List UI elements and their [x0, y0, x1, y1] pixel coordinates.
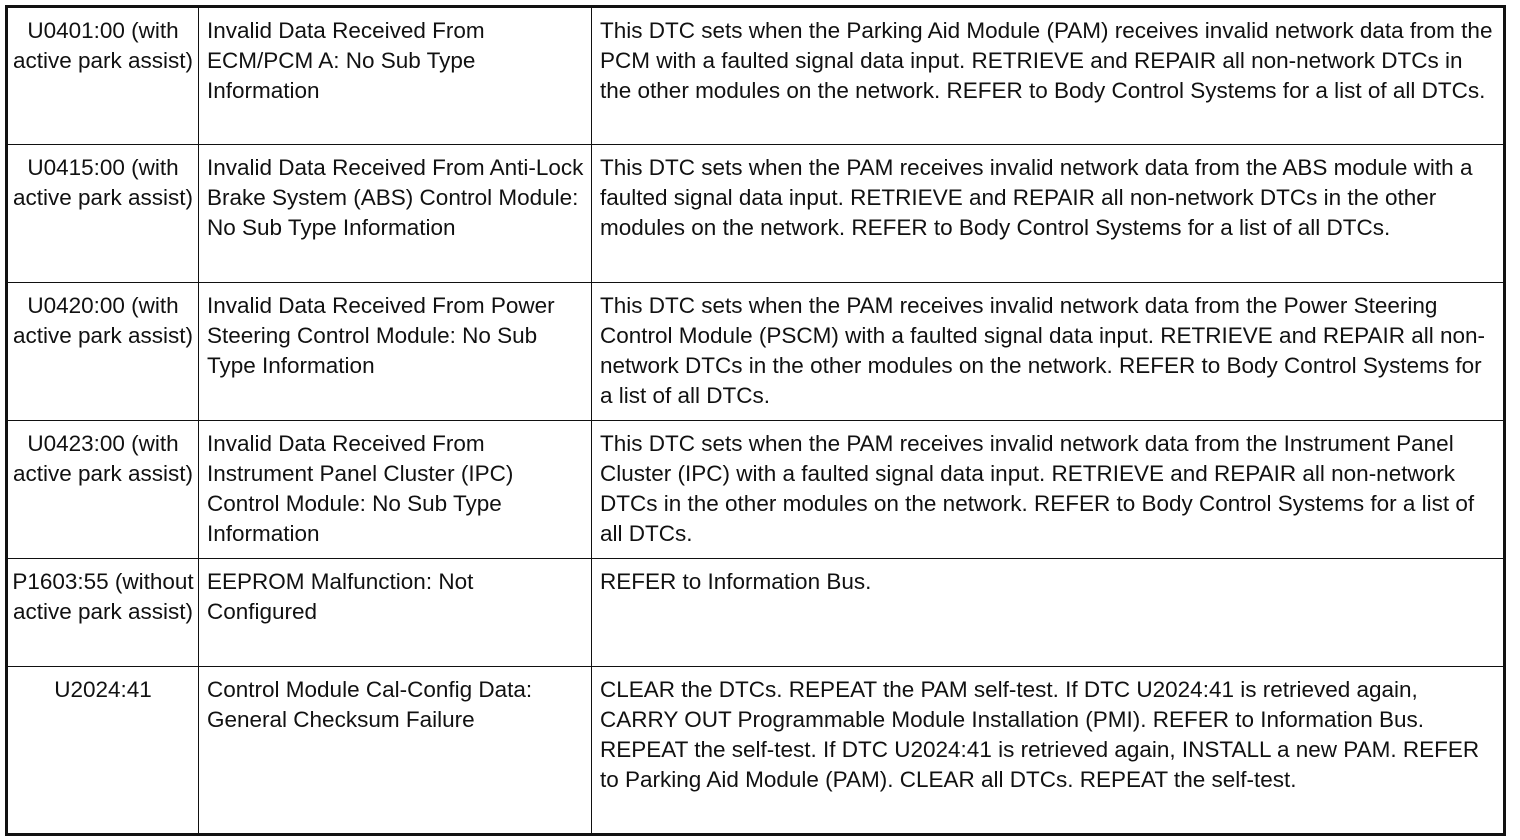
- dtc-description-cell: Invalid Data Received From ECM/PCM A: No Sub Type Information: [199, 7, 592, 145]
- table-row: [7, 145, 1505, 283]
- dtc-description-cell: Invalid Data Received From Instrument Panel Cluster (IPC) Control Module: No Sub Type Information: [199, 421, 592, 559]
- table-row: [7, 421, 1505, 559]
- dtc-action-cell: CLEAR the DTCs. REPEAT the PAM self-test. If DTC U2024:41 is retrieved again, CARRY OUT Programmable Module Installation (PMI). REFER to Information Bus. REPEAT the self-test. If DTC U2024:41 is retrieved again, INSTALL a new PAM. REFER to Parking Aid Module (PAM). CLEAR all DTCs. REPEAT the self-test.: [592, 667, 1505, 835]
- dtc-description-cell: Invalid Data Received From Anti-Lock Brake System (ABS) Control Module: No Sub Type Information: [199, 145, 592, 283]
- table-row: [7, 559, 1505, 667]
- dtc-description-cell: EEPROM Malfunction: Not Configured: [199, 559, 592, 667]
- dtc-description-cell: Invalid Data Received From Power Steering Control Module: No Sub Type Information: [199, 283, 592, 421]
- dtc-code-cell: P1603:55 (without active park assist): [7, 559, 199, 667]
- dtc-action-cell: REFER to Information Bus.: [592, 559, 1505, 667]
- dtc-action-cell: This DTC sets when the PAM receives invalid network data from the Power Steering Control Module (PSCM) with a faulted signal data input. RETRIEVE and REPAIR all non-network DTCs in the other modules on the network. REFER to Body Control Systems for a list of all DTCs.: [592, 283, 1505, 421]
- dtc-code-cell: U0401:00 (with active park assist): [7, 7, 199, 145]
- dtc-action-cell: This DTC sets when the PAM receives invalid network data from the ABS module with a faulted signal data input. RETRIEVE and REPAIR all non-network DTCs in the other modules on the network. REFER to Body Control Systems for a list of all DTCs.: [592, 145, 1505, 283]
- dtc-code-cell: U0415:00 (with active park assist): [7, 145, 199, 283]
- dtc-code-cell: U0423:00 (with active park assist): [7, 421, 199, 559]
- table-row: [7, 283, 1505, 421]
- dtc-table: [5, 5, 1506, 836]
- dtc-action-cell: This DTC sets when the PAM receives invalid network data from the Instrument Panel Cluster (IPC) with a faulted signal data input. RETRIEVE and REPAIR all non-network DTCs in the other modules on the network. REFER to Body Control Systems for a list of all DTCs.: [592, 421, 1505, 559]
- dtc-code-cell: U2024:41: [7, 667, 199, 835]
- table-row: [7, 667, 1505, 835]
- dtc-action-cell: This DTC sets when the Parking Aid Module (PAM) receives invalid network data from the PCM with a faulted signal data input. RETRIEVE and REPAIR all non-network DTCs in the other modules on the network. REFER to Body Control Systems for a list of all DTCs.: [592, 7, 1505, 145]
- dtc-code-cell: U0420:00 (with active park assist): [7, 283, 199, 421]
- dtc-description-cell: Control Module Cal-Config Data: General Checksum Failure: [199, 667, 592, 835]
- table-row: [7, 7, 1505, 145]
